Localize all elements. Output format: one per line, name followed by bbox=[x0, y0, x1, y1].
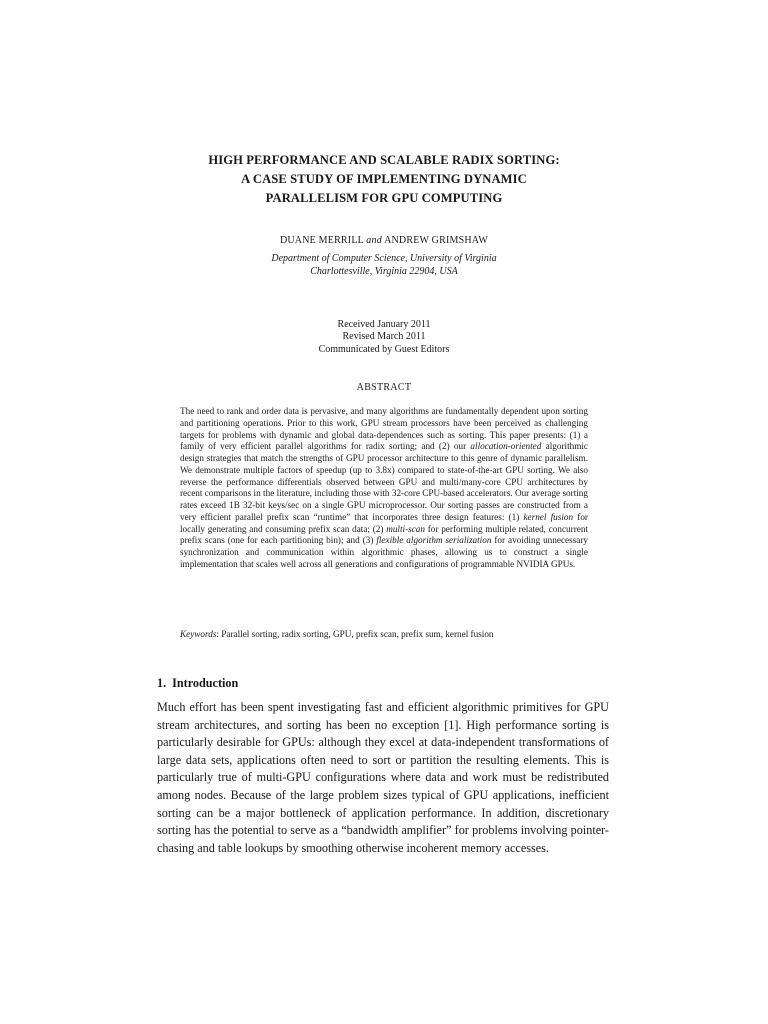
abstract-emphasis-1: allocation-oriented bbox=[470, 441, 542, 452]
paper-title bbox=[0, 151, 768, 208]
affiliation-line-1: Department of Computer Science, University of Virginia bbox=[271, 253, 497, 264]
author-list bbox=[0, 234, 768, 247]
section-title: Introduction bbox=[172, 676, 239, 690]
introduction-body bbox=[157, 699, 609, 857]
received-date: Received January 2011 bbox=[337, 319, 431, 330]
abstract-emphasis-2: kernel fusion bbox=[523, 511, 574, 522]
abstract-emphasis-4: flexible algorithm serialization bbox=[376, 535, 492, 546]
abstract-emphasis-3: multi-scan bbox=[386, 523, 425, 534]
revised-date: Revised March 2011 bbox=[342, 331, 426, 343]
abstract-text-3: for locally generating and consuming prefix scan data; (2) bbox=[180, 511, 588, 534]
abstract-text-4: for performing multiple related, concurrent prefix scans (one for each partitioning bin); and (3) bbox=[180, 523, 588, 546]
affiliation-line-2: Charlottesville, Virginia 22904, USA bbox=[310, 265, 458, 277]
keywords-list: : Parallel sorting, radix sorting, GPU, prefix scan, prefix sum, kernel fusion bbox=[216, 629, 494, 639]
author-conjunction: and bbox=[366, 235, 382, 246]
affiliation bbox=[0, 253, 768, 278]
communicated-by: Communicated by Guest Editors bbox=[318, 343, 450, 355]
abstract-paragraph bbox=[180, 406, 588, 571]
abstract-body bbox=[180, 406, 588, 571]
title-line-2: A CASE STUDY OF IMPLEMENTING DYNAMIC bbox=[241, 172, 527, 186]
publication-dates bbox=[0, 319, 768, 356]
abstract-heading: ABSTRACT bbox=[356, 382, 412, 393]
introduction-paragraph: Much effort has been spent investigating fast and efficient algorithmic primitives for GPU stream architectures, and sorting has been no exception [1]. High performance sorting is particularly desirable for GPUs: although they excel at data-independent transformations of large data sets, applications often need to sort or partition the resulting elements. This is particularly true of multi-GPU configurations where data and work must be redistributed among nodes. Because of the large problem sizes typical of GPU applications, inefficient sorting can be a major bottleneck of application performance. In addition, discretionary sorting has the potential to serve as a “bandwidth amplifier” for problems involving pointer-chasing and table lookups by smoothing otherwise incoherent memory accesses. bbox=[157, 700, 609, 855]
abstract-text-1: The need to rank and order data is pervasive, and many algorithms are fundamentally dependent upon sorting and partitioning operations. Prior to this work, GPU stream processors have been perceived as challenging targets for problems with dynamic and global data-dependences such as sorting. This paper presents: (1) a family of very efficient parallel algorithms for radix sorting; and (2) our bbox=[180, 406, 588, 452]
title-line-1: HIGH PERFORMANCE AND SCALABLE RADIX SORTING: bbox=[208, 153, 560, 167]
author-1: DUANE MERRILL bbox=[279, 235, 364, 246]
section-heading-introduction bbox=[157, 676, 238, 691]
title-line-3: PARALLELISM FOR GPU COMPUTING bbox=[265, 191, 503, 205]
section-number: 1. bbox=[157, 676, 167, 690]
keywords-label: Keywords bbox=[180, 629, 217, 639]
keywords bbox=[180, 628, 588, 640]
abstract-text-2: algorithmic design strategies that match the strengths of GPU processor architecture to this genre of dynamic parallelism. We demonstrate multiple factors of speedup (up to 3.8x) compared to state-of-the-art GPU sorting. We also reverse the performance differentials observed between GPU and multi/many-core CPU architectures by recent comparisons in the literature, including those with 32-core CPU-based accelerators. Our average sorting rates exceed 1B 32-bit keys/sec on a single GPU microprocessor. Our sorting passes are constructed from a very efficient parallel prefix scan “runtime” that incorporates three design features: (1) bbox=[180, 441, 588, 522]
abstract-text-5: for avoiding unnecessary synchronization and communication within algorithmic phases, allowing us to construct a single implementation that scales well across all generations and configurations of programmable NVIDIA GPUs. bbox=[180, 535, 588, 569]
author-2: ANDREW GRIMSHAW bbox=[384, 235, 489, 246]
